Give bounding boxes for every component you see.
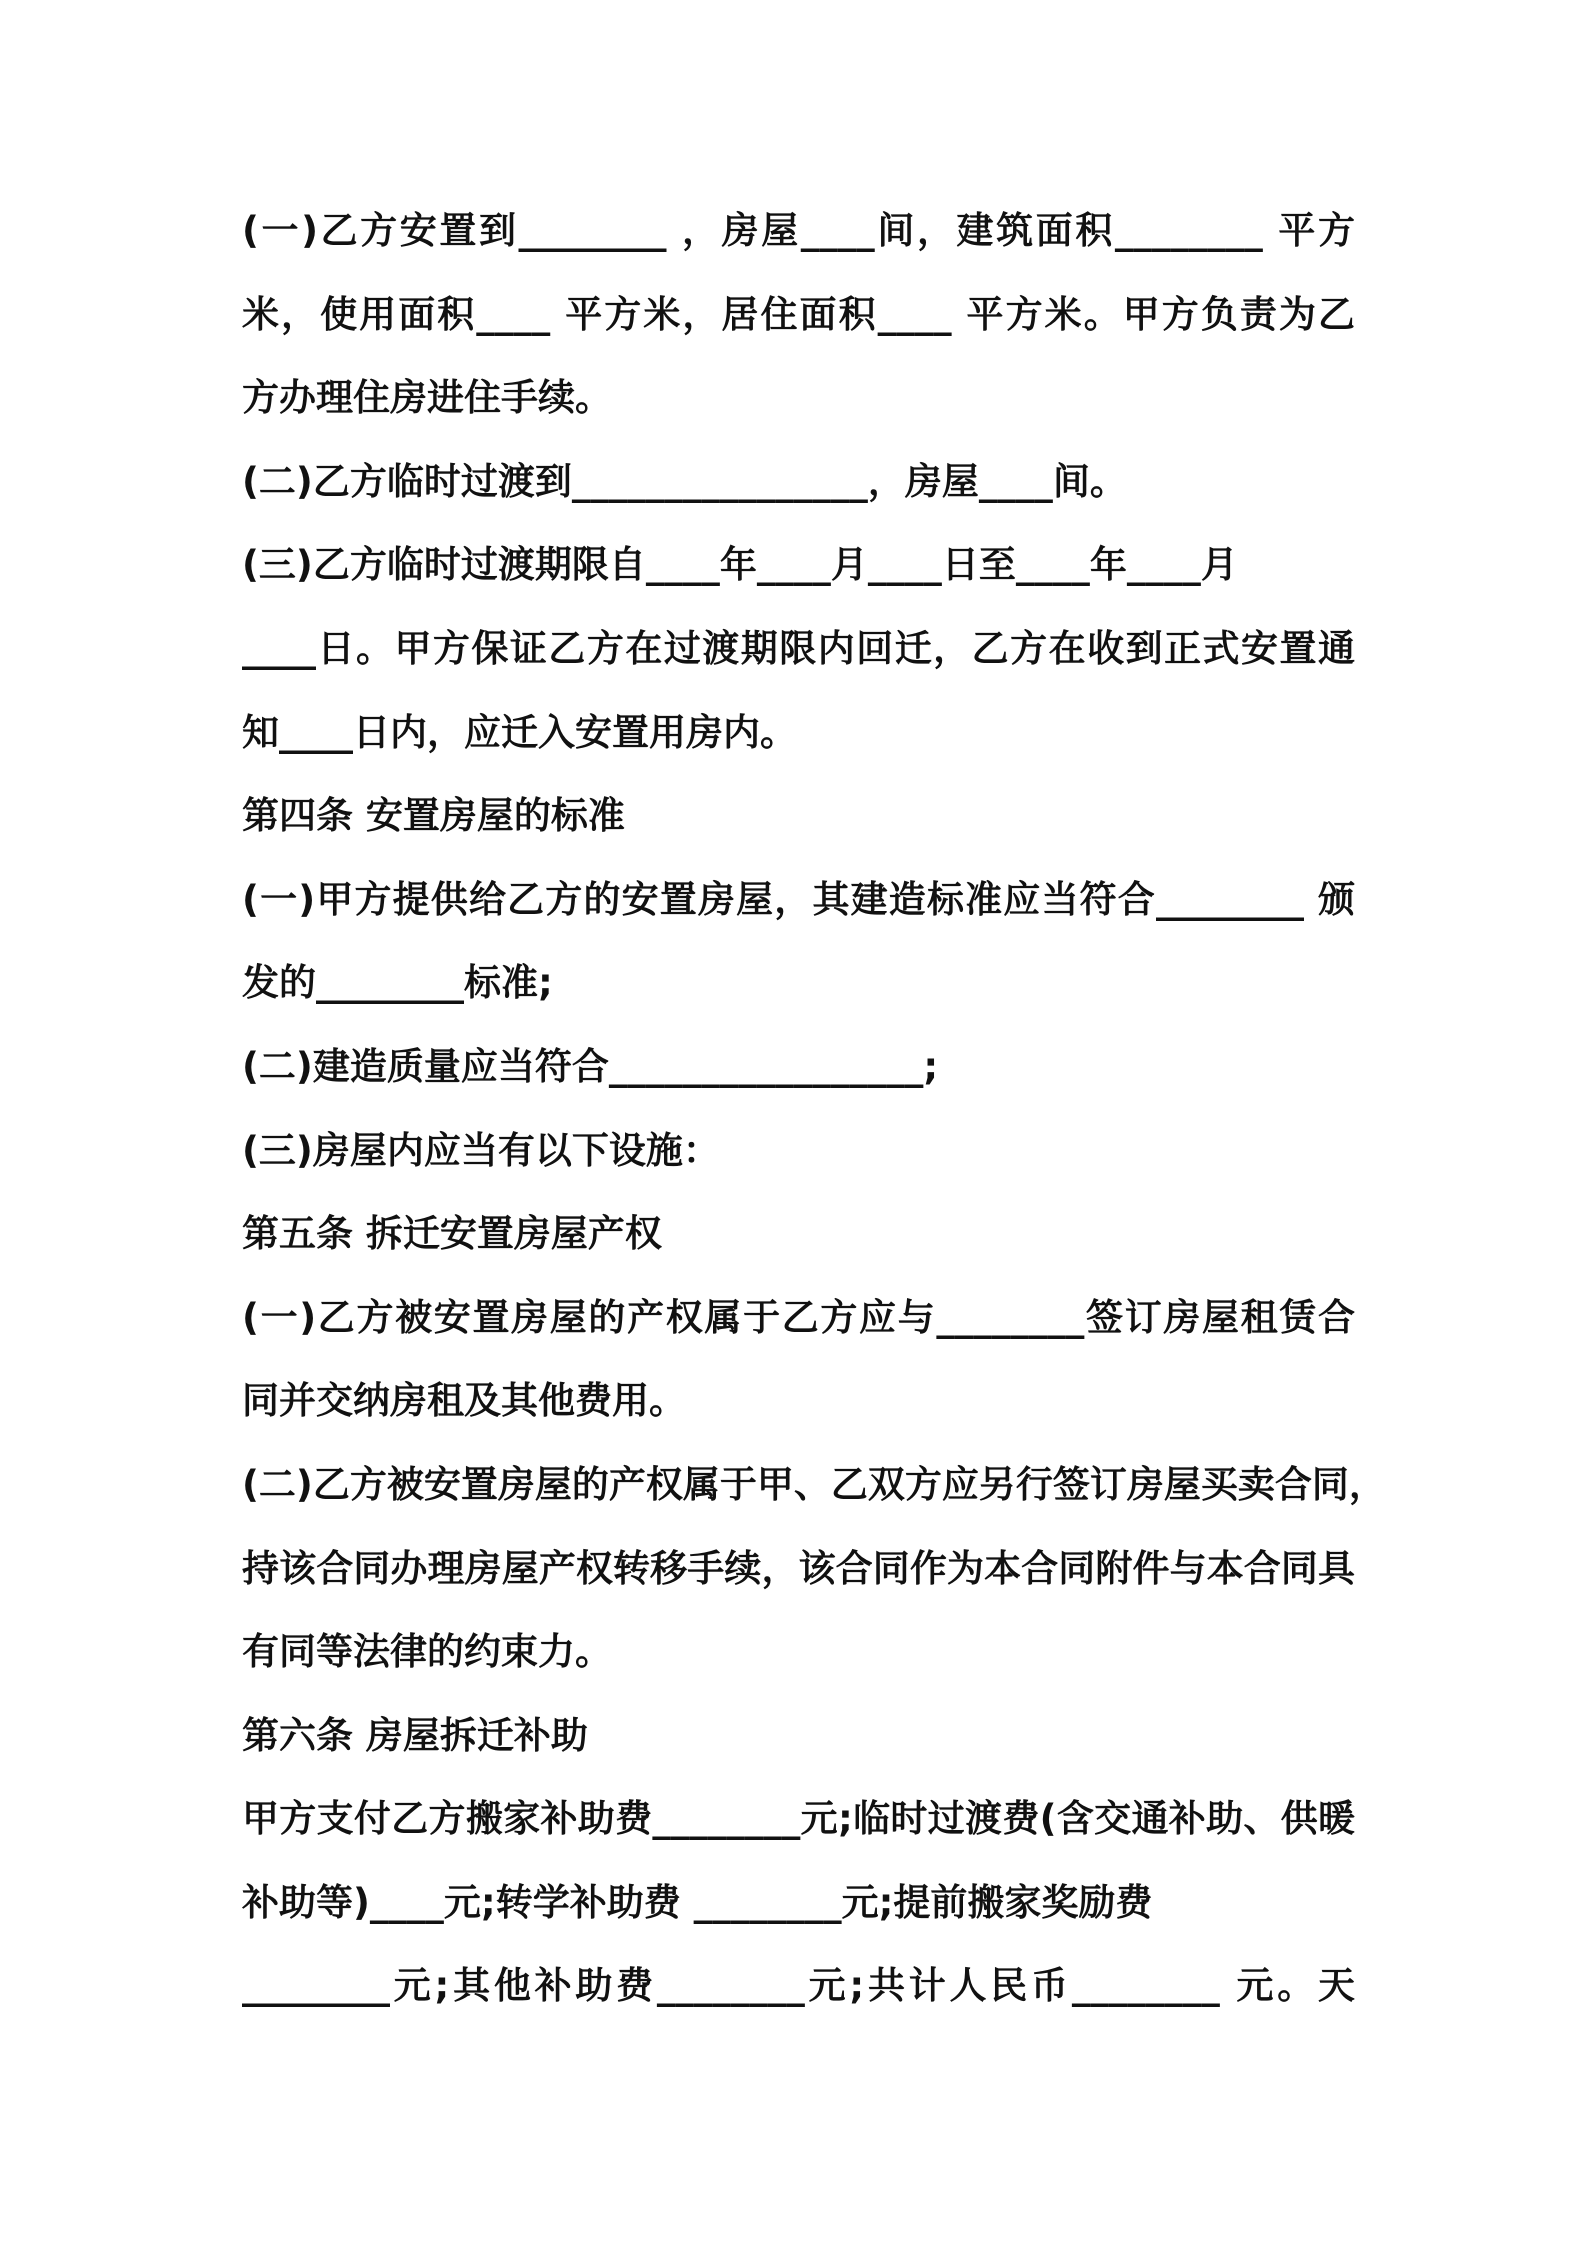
article-heading: 第五条 拆迁安置房屋产权 — [242, 1212, 662, 1256]
clause-line: (二)建造质量应当符合_________________; — [242, 1044, 939, 1088]
clause-line: (三)房屋内应当有以下设施： — [242, 1128, 720, 1172]
clause-line: (一)甲方提供给乙方的安置房屋，其建造标准应当符合________ 颁 — [242, 877, 1355, 921]
clause-line: 持该合同办理房屋产权转移手续，该合同作为本合同附件与本合同具 — [242, 1546, 1355, 1590]
clause-line: 补助等)____元;转学补助费 ________元;提前搬家奖励费 — [242, 1880, 1153, 1924]
clause-line: 米，使用面积____ 平方米，居住面积____ 平方米。甲方负责为乙 — [242, 292, 1355, 336]
clause-line: 发的________标准; — [242, 961, 553, 1005]
clause-line: 同并交纳房租及其他费用。 — [242, 1379, 686, 1423]
article-heading: 第六条 房屋拆迁补助 — [242, 1713, 588, 1757]
article-heading: 第四条 安置房屋的标准 — [242, 794, 625, 838]
clause-line: ________元;其他补助费________元;共计人民币________ 元。天 — [242, 1964, 1355, 2008]
clause-line: 甲方支付乙方搬家补助费________元;临时过渡费(含交通补助、供暖 — [242, 1797, 1355, 1841]
clause-line: 知____日内，应迁入安置用房内。 — [242, 710, 797, 754]
clause-line: (三)乙方临时过渡期限自____年____月____日至____年____月 — [242, 543, 1238, 587]
clause-line: (二)乙方临时过渡到________________，房屋____间。 — [242, 459, 1127, 503]
clause-line: (一)乙方安置到________ ，房屋____间，建筑面积________ 平方 — [242, 209, 1355, 252]
clause-line: 方办理住房进住手续。 — [242, 376, 612, 420]
clause-line: (二)乙方被安置房屋的产权属于甲、乙双方应另行签订房屋买卖合同， — [242, 1462, 1386, 1506]
clause-line: ____日。甲方保证乙方在过渡期限内回迁，乙方在收到正式安置通 — [242, 626, 1355, 670]
clause-line: (一)乙方被安置房屋的产权属于乙方应与________签订房屋租赁合 — [242, 1295, 1355, 1339]
contract-body — [242, 189, 1386, 2028]
clause-line: 有同等法律的约束力。 — [242, 1630, 612, 1674]
